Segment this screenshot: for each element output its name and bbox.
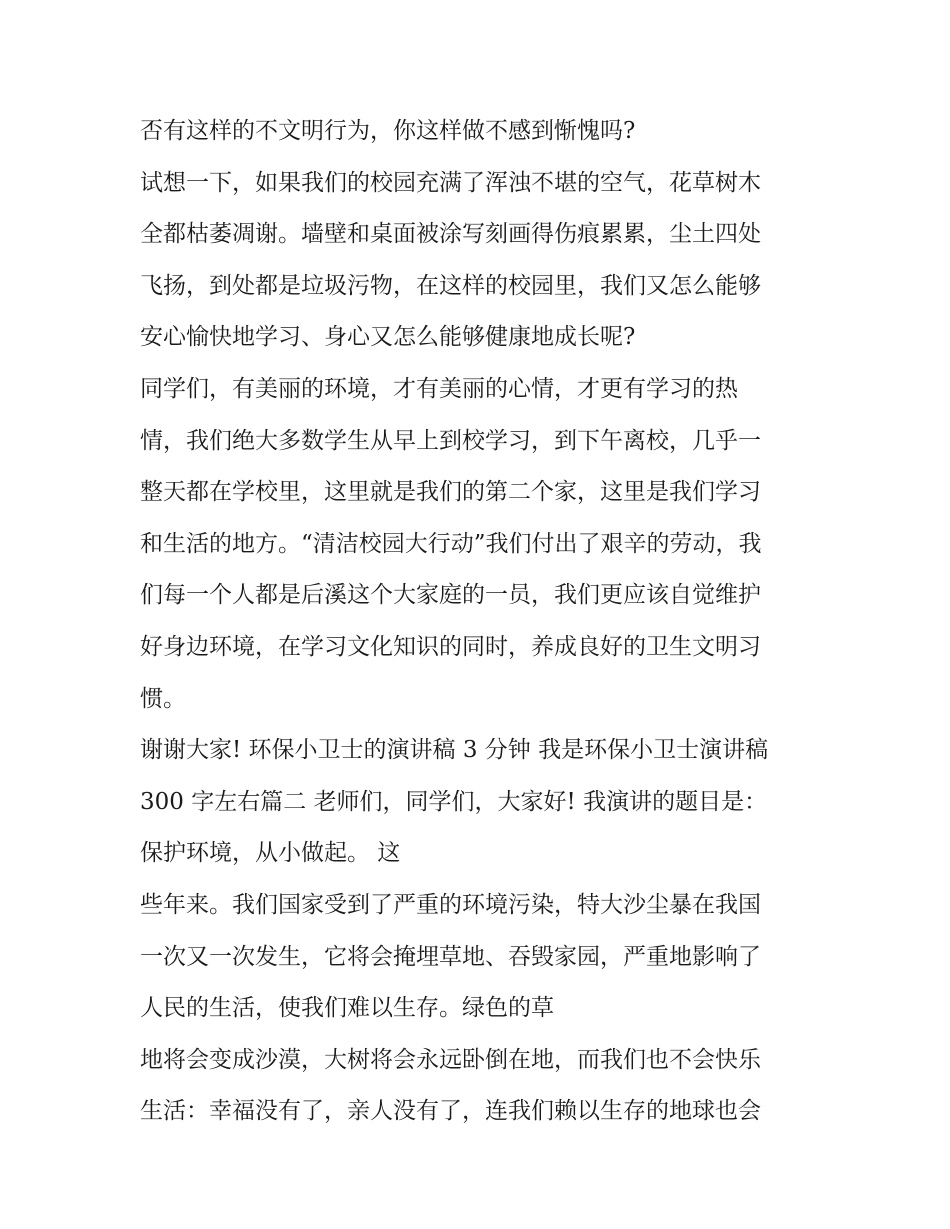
text-line: 地将会变成沙漠，大树将会永远卧倒在地，而我们也不会快乐 bbox=[140, 1046, 761, 1073]
text-line: 一次又一次发生，它将会掩埋草地、吞毁家园，严重地影响了 bbox=[140, 943, 761, 970]
text-line: 同学们，有美丽的环境，才有美丽的心情，才更有学习的热 bbox=[140, 375, 738, 402]
text-line: 安心愉快地学习、身心又怎么能够健康地成长呢? bbox=[140, 324, 636, 351]
text-line: 好身边环境，在学习文化知识的同时，养成良好的卫生文明习 bbox=[140, 633, 761, 660]
text-line: 生活：幸福没有了，亲人没有了，连我们赖以生存的地球也会 bbox=[140, 1098, 761, 1125]
text-line: 惯。 bbox=[140, 685, 186, 712]
body-text bbox=[140, 106, 820, 1138]
text-line: 保护环境，从小做起。 这 bbox=[140, 840, 401, 867]
text-line: 整天都在学校里，这里就是我们的第二个家，这里是我们学习 bbox=[140, 479, 761, 506]
text-line: 全都枯萎凋谢。墙壁和桌面被涂写刻画得伤痕累累，尘土四处 bbox=[140, 221, 761, 248]
text-line: 300 字左右篇二 老师们，同学们，大家好! 我演讲的题目是： bbox=[140, 788, 768, 815]
text-line: 否有这样的不文明行为，你这样做不感到惭愧吗? bbox=[140, 118, 636, 144]
text-line: 和生活的地方。“清洁校园大行动”我们付出了艰辛的劳动，我 bbox=[140, 530, 762, 557]
text-line: 情，我们绝大多数学生从早上到校学习，到下午离校，几乎一 bbox=[140, 427, 761, 454]
text-line: 试想一下，如果我们的校园充满了浑浊不堪的空气，花草树木 bbox=[140, 169, 761, 196]
text-line: 谢谢大家! 环保小卫士的演讲稿 3 分钟 我是环保小卫士演讲稿 bbox=[140, 737, 769, 764]
text-line: 人民的生活，使我们难以生存。绿色的草 bbox=[140, 995, 554, 1022]
text-line: 们每一个人都是后溪这个大家庭的一员，我们更应该自觉维护 bbox=[140, 582, 761, 609]
text-line: 些年来。我们国家受到了严重的环境污染，特大沙尘暴在我国 bbox=[140, 891, 761, 918]
text-line: 飞扬，到处都是垃圾污物，在这样的校园里，我们又怎么能够 bbox=[140, 272, 761, 299]
